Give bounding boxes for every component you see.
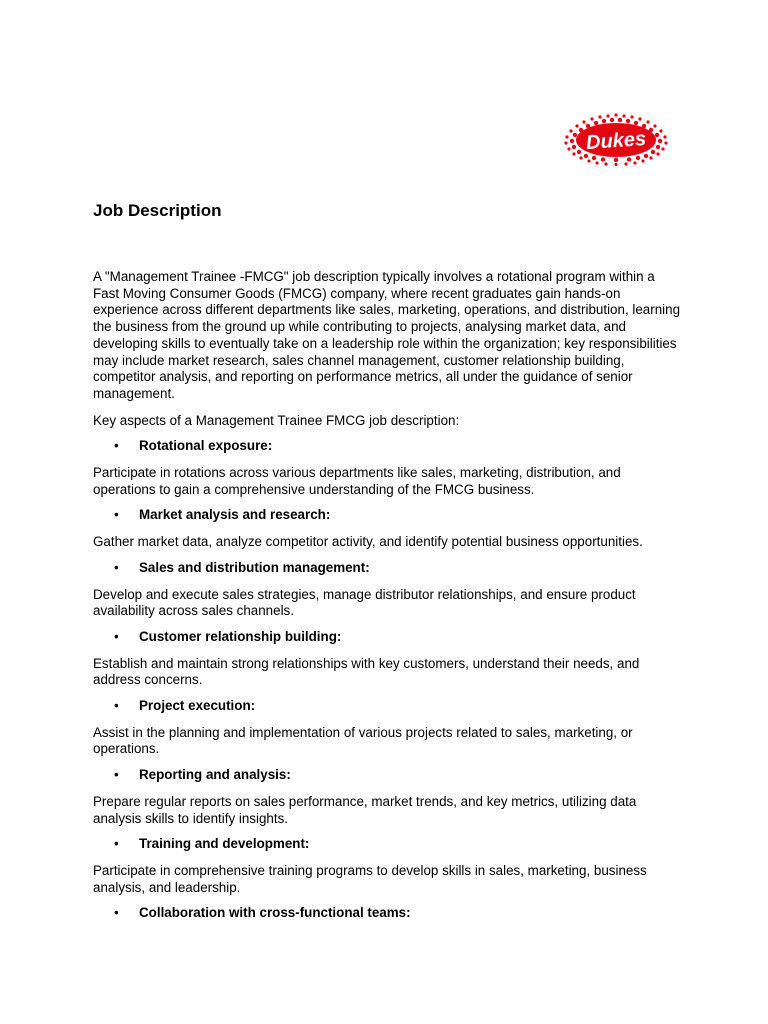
dukes-logo: [562, 111, 670, 167]
page-title: Job Description: [93, 201, 222, 220]
aspect-heading-text: Customer relationship building:: [139, 628, 342, 644]
bullet-icon: •: [114, 507, 119, 523]
aspects-intro: Key aspects of a Management Trainee FMCG job description:: [93, 412, 460, 428]
aspect-heading: [93, 698, 685, 715]
aspect-item-project-execution: [93, 698, 685, 758]
bullet-icon: •: [114, 698, 119, 714]
aspect-item-customer-relationship: [93, 629, 685, 689]
intro-paragraph: A "Management Trainee -FMCG" job description typically involves a rotational program within a Fast Moving Consumer Goods (FMCG) company, where recent graduates gain hands-on experience across different departments like sales, marketing, operations, and distribution, learning the business from the ground up while contributing to projects, analysing market data, and developing skills to eventually take on a leadership role within the organization; key responsibilities may include market research, sales channel management, customer relationship building, competitor analysis, and reporting on performance metrics, all under the guidance of senior management.: [93, 269, 681, 401]
aspect-description: Participate in rotations across various departments like sales, marketing, distribution, and operations to gain a comprehensive understanding of the FMCG business.: [93, 465, 621, 497]
aspect-heading: [93, 507, 685, 524]
aspect-heading-text: Market analysis and research:: [139, 507, 331, 523]
aspect-item-collaboration: [93, 905, 685, 922]
bullet-icon: •: [114, 628, 119, 644]
aspect-description: Assist in the planning and implementation of various projects related to sales, marketing, or operations.: [93, 724, 633, 757]
aspect-heading: [93, 767, 685, 784]
aspect-item-market-analysis: [93, 507, 685, 550]
aspect-heading: [93, 905, 685, 922]
aspect-item-reporting-analysis: [93, 767, 685, 827]
aspect-item-training-development: [93, 836, 685, 896]
bullet-icon: •: [114, 559, 119, 575]
aspect-description: Establish and maintain strong relationships with key customers, understand their needs, and address concerns.: [93, 655, 640, 688]
aspect-description: Gather market data, analyze competitor activity, and identify potential business opportunities.: [93, 534, 643, 550]
aspect-heading: [93, 629, 685, 646]
aspect-description: Prepare regular reports on sales performance, market trends, and key metrics, utilizing data analysis skills to identify insights.: [93, 793, 637, 826]
document-body: [93, 199, 685, 922]
logo-text: Dukes: [585, 127, 647, 155]
bullet-icon: •: [114, 767, 119, 783]
aspect-heading: [93, 836, 685, 853]
aspect-heading-text: Training and development:: [139, 836, 310, 852]
aspect-heading-text: Project execution:: [139, 698, 256, 714]
aspect-heading-text: Rotational exposure:: [139, 438, 273, 454]
aspect-description: Participate in comprehensive training programs to develop skills in sales, marketing, business analysis, and leadership.: [93, 862, 647, 895]
aspect-heading-text: Sales and distribution management:: [139, 559, 370, 575]
bullet-icon: •: [114, 836, 119, 852]
aspect-heading: [93, 438, 685, 455]
aspect-heading: [93, 560, 685, 577]
bullet-icon: •: [114, 438, 119, 454]
aspect-item-sales-distribution: [93, 560, 685, 620]
aspect-description: Develop and execute sales strategies, manage distributor relationships, and ensure product availability across sales channels.: [93, 586, 636, 619]
aspect-heading-text: Collaboration with cross-functional teams:: [139, 905, 411, 921]
aspect-item-rotational-exposure: [93, 438, 685, 498]
aspect-heading-text: Reporting and analysis:: [139, 767, 291, 783]
bullet-icon: •: [114, 905, 119, 921]
